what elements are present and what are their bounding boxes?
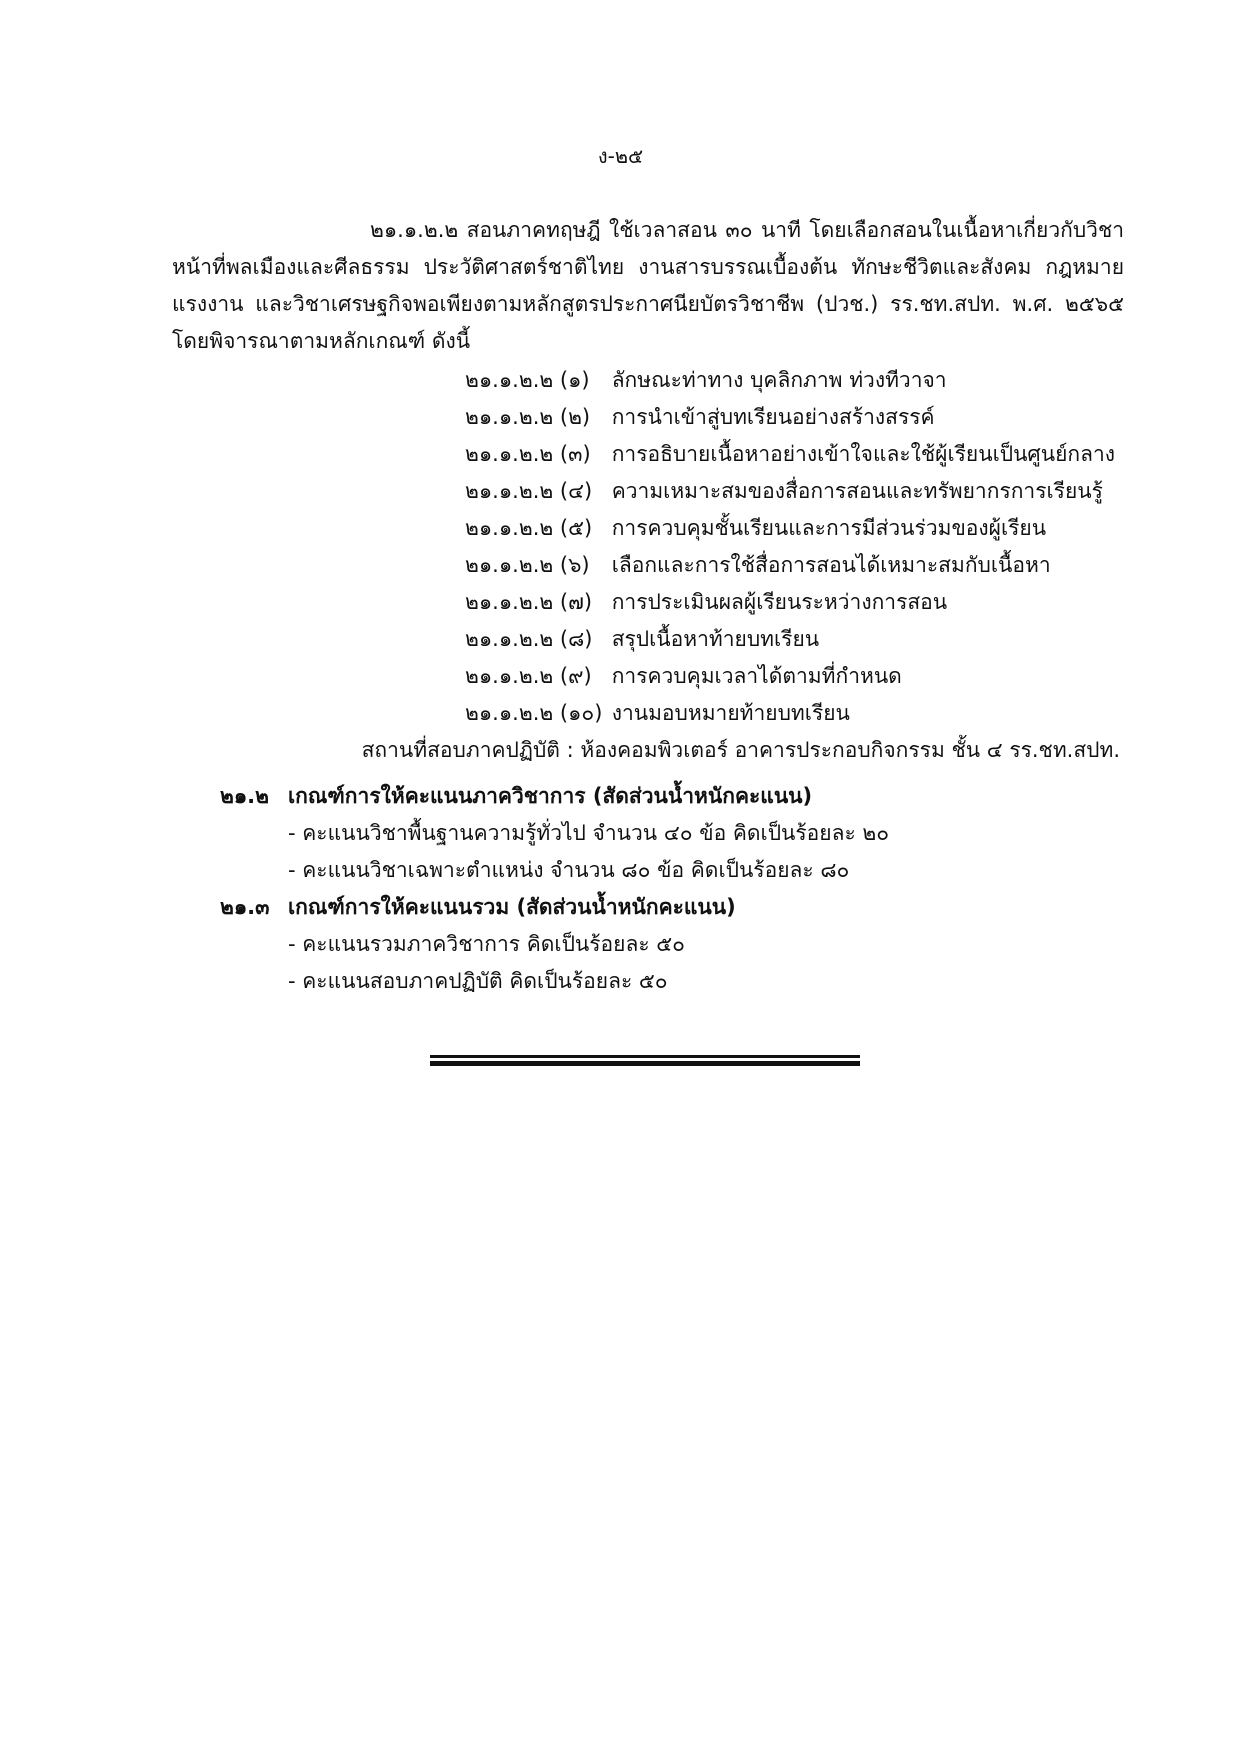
criteria-item bbox=[465, 510, 1115, 547]
criteria-item bbox=[465, 399, 1115, 436]
score-item: - คะแนนรวมภาควิชาการ คิดเป็นร้อยละ ๕๐ bbox=[288, 932, 686, 956]
criteria-text: เลือกและการใช้สื่อการสอนได้เหมาะสมกับเนื้อหา bbox=[611, 553, 1051, 577]
criteria-number: ๒๑.๑.๒.๒ (๔) bbox=[465, 479, 593, 503]
criteria-number: ๒๑.๑.๒.๒ (๑) bbox=[465, 368, 590, 392]
criteria-number: ๒๑.๑.๒.๒ (๘) bbox=[465, 627, 593, 651]
criteria-number: ๒๑.๑.๒.๒ (๖) bbox=[465, 553, 590, 577]
criteria-item bbox=[465, 473, 1115, 510]
criteria-number: ๒๑.๑.๒.๒ (๕) bbox=[465, 516, 593, 540]
criteria-number: ๒๑.๑.๒.๒ (๑๐) bbox=[465, 701, 603, 725]
criteria-number: ๒๑.๑.๒.๒ (๗) bbox=[465, 590, 593, 614]
score-item: - คะแนนสอบภาคปฏิบัติ คิดเป็นร้อยละ ๕๐ bbox=[288, 969, 668, 993]
criteria-number: ๒๑.๑.๒.๒ (๙) bbox=[465, 664, 592, 688]
criteria-text: การอธิบายเนื้อหาอย่างเข้าใจและใช้ผู้เรียนเป็นศูนย์กลาง bbox=[611, 442, 1116, 466]
criteria-item bbox=[465, 621, 1115, 658]
section-heading-21-3 bbox=[220, 889, 736, 926]
criteria-item bbox=[465, 584, 1115, 621]
criteria-text: งานมอบหมายท้ายบทเรียน bbox=[611, 701, 850, 725]
criteria-item bbox=[465, 436, 1115, 473]
criteria-text: การควบคุมเวลาได้ตามที่กำหนด bbox=[611, 664, 902, 688]
page-number: ง-๒๕ bbox=[597, 144, 644, 168]
score-item: - คะแนนวิชาเฉพาะตำแหน่ง จำนวน ๘๐ ข้อ คิดเป็นร้อยละ ๘๐ bbox=[288, 858, 850, 882]
section-number: ๒๑.๓ bbox=[220, 895, 270, 919]
criteria-list bbox=[465, 362, 1115, 732]
criteria-item bbox=[465, 362, 1115, 399]
criteria-text: การนำเข้าสู่บทเรียนอย่างสร้างสรรค์ bbox=[611, 405, 935, 429]
criteria-item bbox=[465, 695, 1115, 732]
intro-paragraph: ๒๑.๑.๒.๒ สอนภาคทฤษฎี ใช้เวลาสอน ๓๐ นาที โดยเลือกสอนในเนื้อหาเกี่ยวกับวิชาหน้าที่พลเมืองและศีลธรรม ประวัติศาสตร์ชาติไทย งานสารบรรณเบื้องต้น ทักษะชีวิตและสังคม กฎหมายแรงงาน และวิชาเศรษฐกิจพอเพียงตามหลักสูตรประกาศนียบัตรวิชาชีพ (ปวช.) รร.ชท.สปท. พ.ศ. ๒๕๖๕ โดยพิจารณาตามหลักเกณฑ์ ดังนี้ bbox=[172, 218, 1124, 353]
divider-line-thick bbox=[430, 1061, 860, 1066]
exam-venue: สถานที่สอบภาคปฏิบัติ : ห้องคอมพิวเตอร์ อาคารประกอบกิจกรรม ชั้น ๔ รร.ชท.สปท. bbox=[361, 738, 1120, 762]
criteria-text: ความเหมาะสมของสื่อการสอนและทรัพยากรการเรียนรู้ bbox=[611, 479, 1103, 503]
section-title: เกณฑ์การให้คะแนนรวม (สัดส่วนน้ำหนักคะแนน) bbox=[288, 895, 736, 919]
criteria-item bbox=[465, 658, 1115, 695]
criteria-number: ๒๑.๑.๒.๒ (๓) bbox=[465, 442, 591, 466]
section-number: ๒๑.๒ bbox=[220, 784, 269, 808]
score-item: - คะแนนวิชาพื้นฐานความรู้ทั่วไป จำนวน ๔๐ ข้อ คิดเป็นร้อยละ ๒๐ bbox=[288, 821, 890, 845]
criteria-number: ๒๑.๑.๒.๒ (๒) bbox=[465, 405, 591, 429]
criteria-text: สรุปเนื้อหาท้ายบทเรียน bbox=[611, 627, 820, 651]
section-heading-21-2 bbox=[220, 778, 812, 815]
criteria-item bbox=[465, 547, 1115, 584]
section-title: เกณฑ์การให้คะแนนภาควิชาการ (สัดส่วนน้ำหนักคะแนน) bbox=[288, 784, 813, 808]
criteria-text: ลักษณะท่าทาง บุคลิกภาพ ท่วงทีวาจา bbox=[611, 368, 947, 392]
end-divider bbox=[430, 1055, 860, 1066]
criteria-text: การประเมินผลผู้เรียนระหว่างการสอน bbox=[611, 590, 948, 614]
criteria-text: การควบคุมชั้นเรียนและการมีส่วนร่วมของผู้เรียน bbox=[611, 516, 1047, 540]
